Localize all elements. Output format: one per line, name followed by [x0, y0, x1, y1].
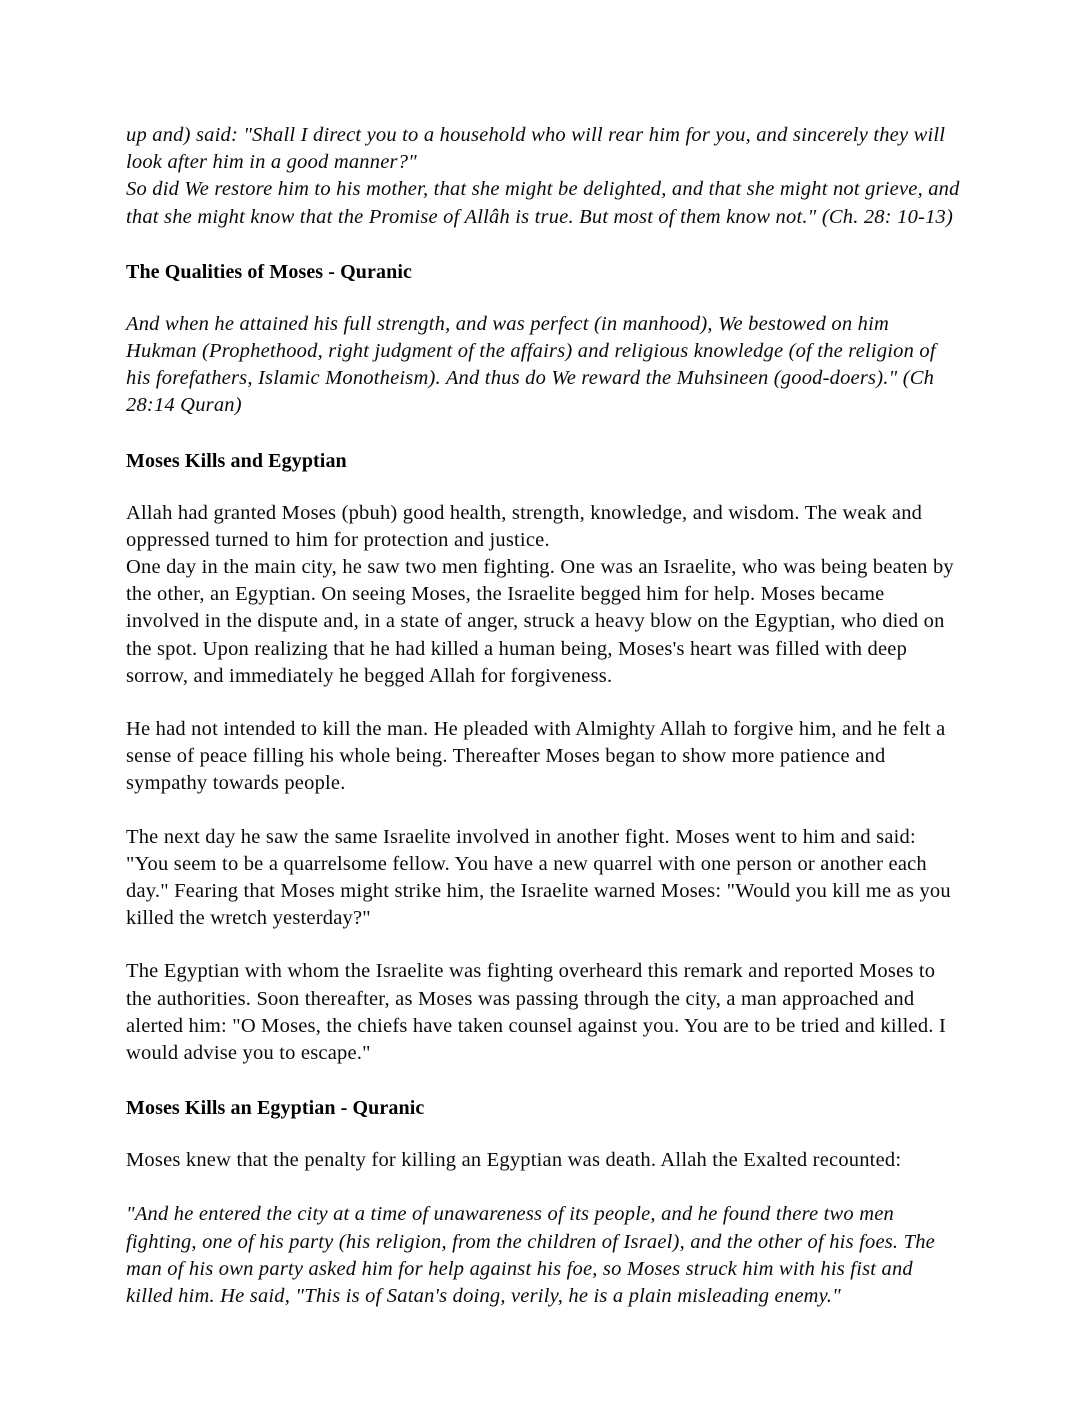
- spacer: [126, 1174, 962, 1201]
- heading-qualities-of-moses: The Qualities of Moses - Quranic: [126, 260, 412, 283]
- paragraph-egyptian-reported-moses: The Egyptian with whom the Israelite was fighting overheard this remark and reported Moses to the authorities. Soon thereafter, as Moses was passing through the city, a man approached and alerted him: "O Moses, the chiefs have taken counsel against you. You are to be tried and killed. I would advise you to escape.": [126, 960, 946, 1065]
- spacer: [126, 420, 962, 448]
- paragraph-next-day-fight: The next day he saw the same Israelite involved in another fight. Moses went to him and said: "You seem to be a quarrelsome fellow. You have a new quarrel with one person or another each day." Fearing that Moses might strike him, the Israelite warned Moses: "Would you kill me as you killed the wretch yesterday?": [126, 825, 951, 930]
- heading-moses-kills-egyptian: Moses Kills and Egyptian: [126, 449, 347, 472]
- paragraph-allah-granted-moses: Allah had granted Moses (pbuh) good health, strength, knowledge, and wisdom. The weak and oppressed turned to him for protection and justice.: [126, 501, 923, 551]
- paragraph-not-intended-to-kill: He had not intended to kill the man. He pleaded with Almighty Allah to forgive him, and he felt a sense of peace filling his whole being. Thereafter Moses began to show more patience and sympathy towards people.: [126, 718, 946, 795]
- paragraph-penalty-for-killing: Moses knew that the penalty for killing an Egyptian was death. Allah the Exalted recounted:: [126, 1149, 902, 1172]
- quote-intro-first: up and) said: "Shall I direct you to a household who will rear him for you, and sincerely they will look after him in a good manner?": [126, 124, 946, 174]
- quote-intro-second: So did We restore him to his mother, that she might be delighted, and that she might not grieve, and that she might know that the Promise of Allâh is true. But most of them know not." (Ch. 28: 10-13): [126, 178, 960, 228]
- quote-entered-the-city: "And he entered the city at a time of unawareness of its people, and he found there two men fighting, one of his party (his religion, from the children of Israel), and the other of his foes. The man of his own party asked him for help against his foe, so Moses struck him with his fist and killed him. He said, "This is of Satan's doing, verily, he is a plain misleading enemy.": [126, 1203, 935, 1308]
- spacer: [126, 285, 962, 311]
- document-body: [126, 122, 962, 1310]
- spacer: [126, 1067, 962, 1095]
- spacer: [126, 231, 962, 259]
- spacer: [126, 798, 962, 824]
- spacer: [126, 474, 962, 500]
- heading-moses-kills-an-egyptian-quranic: Moses Kills an Egyptian - Quranic: [126, 1097, 425, 1120]
- spacer: [126, 690, 962, 716]
- spacer: [126, 932, 962, 958]
- quote-qualities-of-moses: And when he attained his full strength, and was perfect (in manhood), We bestowed on him Hukman (Prophethood, right judgment of the affairs) and religious knowledge (of the religion of his forefathers, Islamic Monotheism). And thus do We reward the Muhsineen (good-doers)." (Ch 28:14 Quran): [126, 312, 936, 417]
- paragraph-one-day-main-city: One day in the main city, he saw two men fighting. One was an Israelite, who was being beaten by the other, an Egyptian. On seeing Moses, the Israelite begged him for help. Moses became involved in the dispute and, in a state of anger, struck a heavy blow on the Egyptian, who died on the spot. Upon realizing that he had killed a human being, Moses's heart was filled with deep sorrow, and immediately he begged Allah for forgiveness.: [126, 556, 954, 687]
- spacer: [126, 1121, 962, 1147]
